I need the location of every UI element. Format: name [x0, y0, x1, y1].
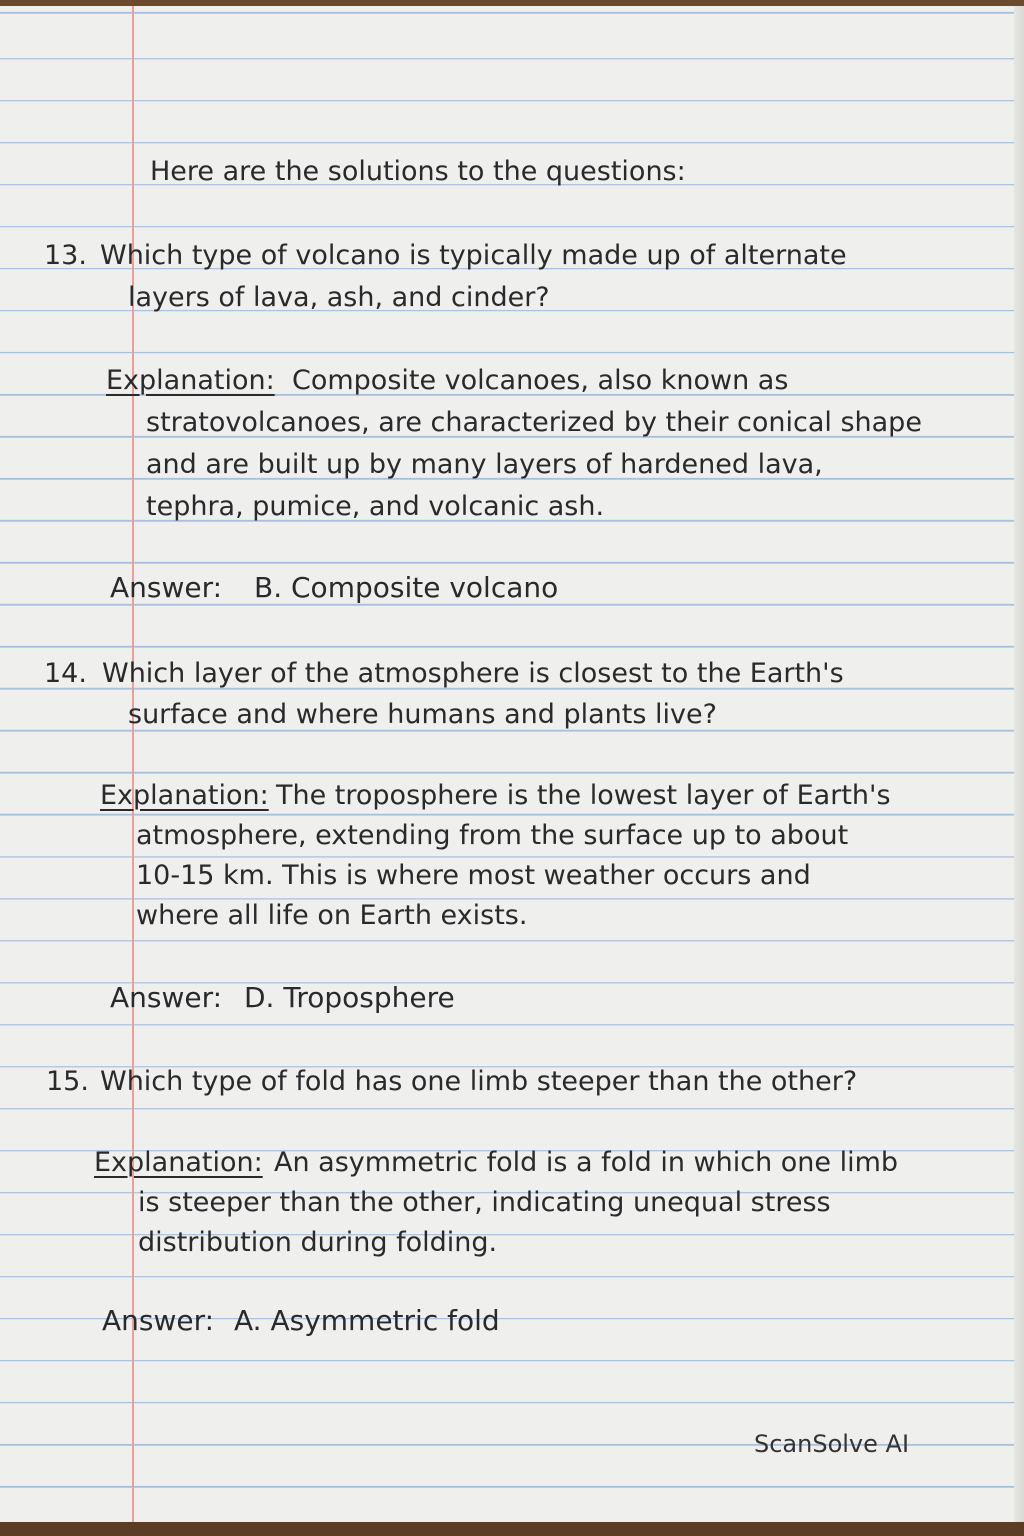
explanation-14-line-4: where all life on Earth exists. — [136, 900, 528, 931]
question-14-line-1: Which layer of the atmosphere is closest to the Earth's — [102, 658, 844, 689]
footer-brand: ScanSolve AI — [754, 1430, 910, 1458]
intro-heading: Here are the solutions to the questions: — [150, 156, 686, 187]
explanation-14-line-3: 10-15 km. This is where most weather occurs and — [136, 860, 811, 891]
explanation-15-label: Explanation: — [94, 1147, 263, 1178]
answer-13-value: B. Composite volcano — [254, 571, 559, 604]
explanation-13-line-2: stratovolcanoes, are characterized by their conical shape — [146, 407, 922, 438]
explanation-15-line-2: is steeper than the other, indicating unequal stress — [138, 1187, 831, 1218]
question-14-number: 14. — [44, 658, 87, 689]
question-14-line-2: surface and where humans and plants live? — [128, 699, 717, 730]
explanation-13-line-4: tephra, pumice, and volcanic ash. — [146, 491, 605, 522]
notebook-page — [0, 6, 1024, 1522]
question-15-number: 15. — [46, 1066, 89, 1097]
explanation-15-line-1: An asymmetric fold is a fold in which one limb — [274, 1147, 899, 1178]
question-13-line-1: Which type of volcano is typically made up of alternate — [100, 240, 847, 271]
question-13-number: 13. — [44, 240, 87, 271]
explanation-14-line-1: The troposphere is the lowest layer of Earth's — [276, 780, 891, 811]
answer-14-label: Answer: — [110, 981, 223, 1014]
question-15-line-1: Which type of fold has one limb steeper than the other? — [100, 1066, 858, 1097]
explanation-13-line-1: Composite volcanoes, also known as — [292, 365, 789, 396]
answer-13-label: Answer: — [110, 571, 223, 604]
answer-14-value: D. Troposphere — [244, 981, 455, 1014]
explanation-14-label: Explanation: — [100, 780, 269, 811]
explanation-14-line-2: atmosphere, extending from the surface up to about — [136, 820, 849, 851]
margin-line — [132, 6, 134, 1522]
desk-edge — [0, 1522, 1024, 1536]
page-edge — [1014, 6, 1024, 1522]
answer-15-value: A. Asymmetric fold — [234, 1304, 500, 1337]
answer-15-label: Answer: — [102, 1304, 215, 1337]
explanation-13-line-3: and are built up by many layers of hardened lava, — [146, 449, 823, 480]
question-13-line-2: layers of lava, ash, and cinder? — [128, 282, 550, 313]
explanation-13-label: Explanation: — [106, 365, 275, 396]
explanation-15-line-3: distribution during folding. — [138, 1227, 498, 1258]
